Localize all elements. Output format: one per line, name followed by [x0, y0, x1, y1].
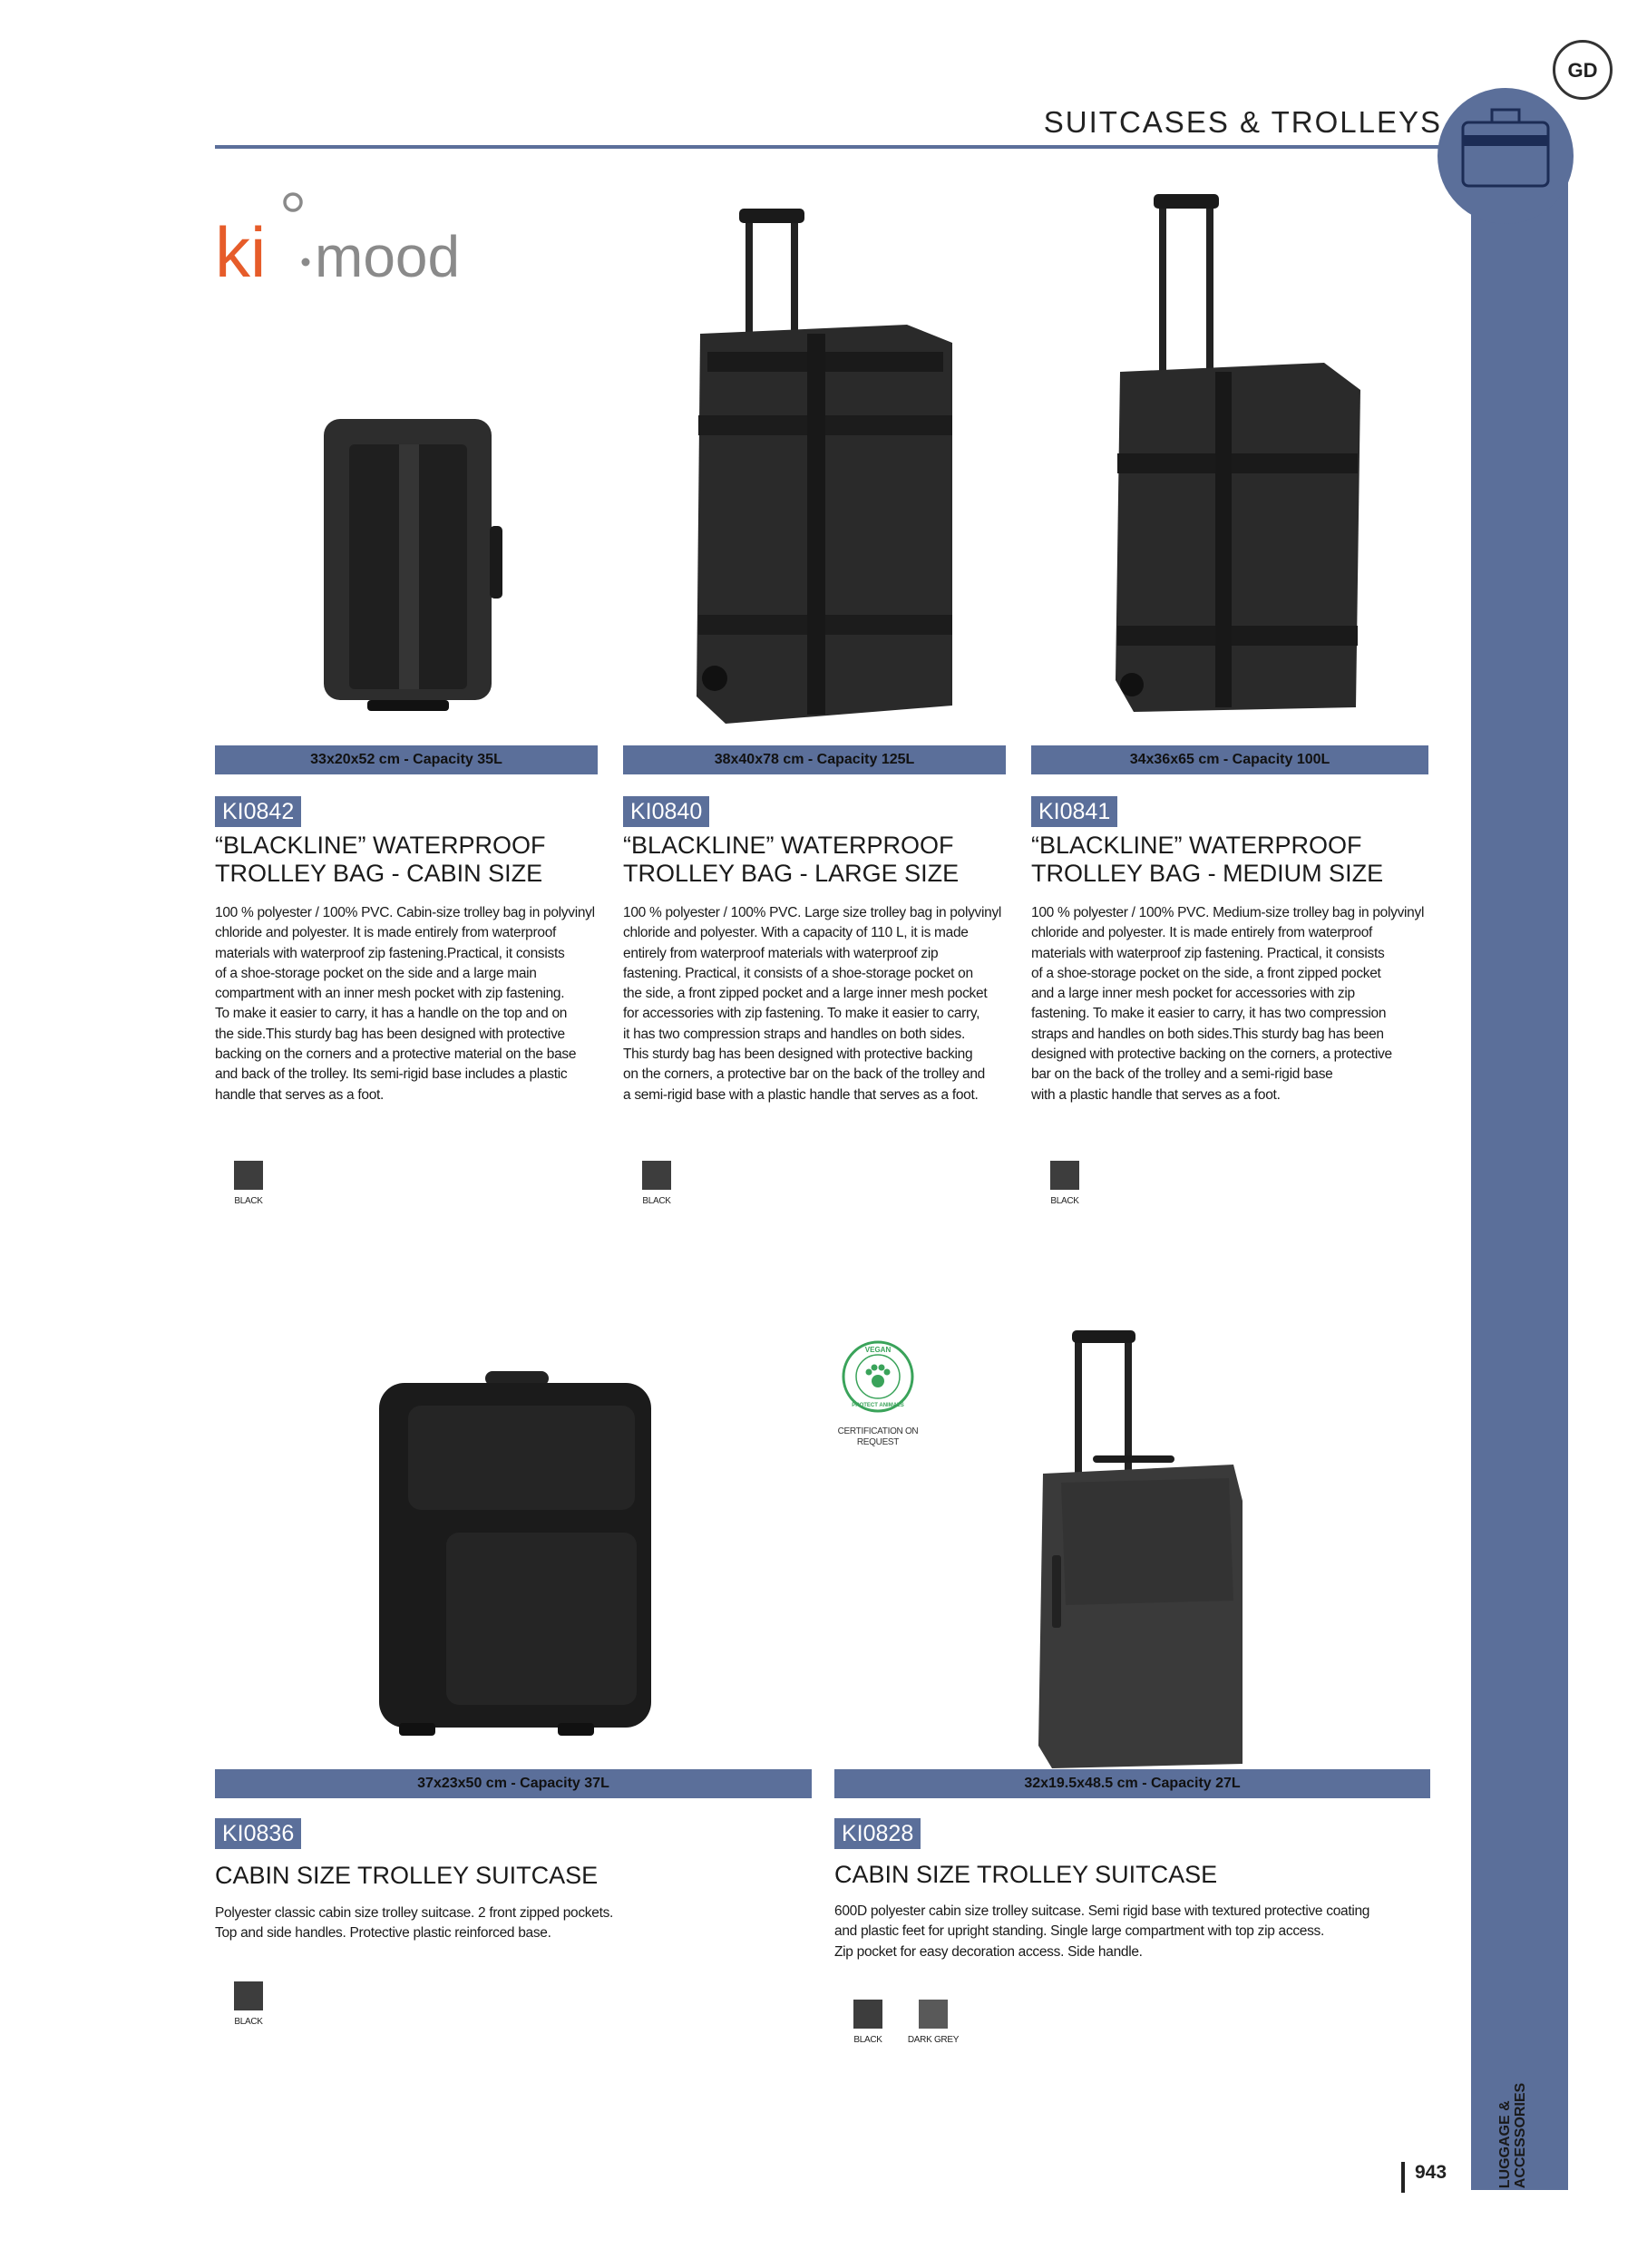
desc-line: handle that serves as a foot.: [215, 1086, 385, 1103]
product-description: [623, 903, 1013, 1105]
desc-line: and a large inner mesh pocket for accessories with zip: [1031, 986, 1355, 1002]
product-image-ki0841: [1097, 190, 1369, 725]
side-label-line1: LUGGAGE &: [1497, 2100, 1513, 2189]
logo-ki-text: ki: [215, 212, 267, 292]
color-swatch-label: BLACK: [234, 2017, 263, 2027]
desc-line: chloride and polyester. It is made entirely from waterproof: [1031, 925, 1373, 941]
product-title-line2: TROLLEY BAG - CABIN SIZE: [215, 860, 543, 887]
product-image-ki0836: [363, 1360, 671, 1741]
vegan-badge-icon: [841, 1339, 915, 1414]
page-separator: [1401, 2162, 1405, 2193]
color-swatch: [853, 2000, 882, 2029]
dimensions-bar: 32x19.5x48.5 cm - Capacity 27L: [834, 1769, 1430, 1798]
color-swatch-label: BLACK: [642, 1196, 671, 1206]
desc-line: 100 % polyester / 100% PVC. Large size trolley bag in polyvinyl: [623, 905, 1002, 920]
category-icon-circle: [1437, 88, 1574, 224]
color-swatch: [234, 1981, 263, 2010]
product-title-line1: CABIN SIZE TROLLEY SUITCASE: [834, 1861, 1218, 1888]
product-sku: KI0828: [834, 1818, 921, 1849]
color-swatch: [919, 2000, 948, 2029]
desc-line: bar on the back of the trolley and a semi-rigid base: [1031, 1066, 1333, 1083]
desc-line: of a shoe-storage pocket on the side and a large main: [215, 965, 537, 981]
desc-line: backing on the corners and a protective material on the base: [215, 1046, 577, 1063]
product-title: [623, 832, 959, 888]
brand-badge-icon: [1553, 40, 1613, 100]
desc-line: and back of the trolley. Its semi-rigid base includes a plastic: [215, 1066, 568, 1083]
vegan-badge-bottom-text: PROTECT ANIMALS: [852, 1403, 904, 1408]
product-title-line2: TROLLEY BAG - MEDIUM SIZE: [1031, 860, 1384, 887]
desc-line: on the corners, a protective bar on the back of the trolley and: [623, 1066, 985, 1083]
product-title-line1: “BLACKLINE” WATERPROOF: [1031, 832, 1362, 859]
product-title: [215, 832, 546, 888]
cert-line1: CERTIFICATION ON: [837, 1426, 919, 1436]
desc-line: straps and handles on both sides.This sturdy bag has been: [1031, 1026, 1384, 1042]
product-title: [215, 1862, 598, 1890]
color-swatch-label: DARK GREY: [907, 2035, 960, 2045]
desc-line: To make it easier to carry, it has a handle on the top and on: [215, 1006, 568, 1022]
desc-line: entirely from waterproof materials with waterproof zip: [623, 945, 939, 961]
page-number: 943: [1415, 2162, 1447, 2183]
color-swatch-label: BLACK: [853, 2035, 882, 2045]
product-title: [1031, 832, 1383, 888]
color-swatch: [1050, 1161, 1079, 1190]
side-label-line2: ACCESSORIES: [1513, 2082, 1528, 2189]
desc-line: fastening. Practical, it consists of a shoe-storage pocket on: [623, 965, 973, 981]
desc-line: with a plastic handle that serves as a foot.: [1031, 1086, 1281, 1103]
product-sku: KI0841: [1031, 796, 1117, 827]
desc-line: chloride and polyester. It is made entirely from waterproof: [215, 925, 557, 941]
cert-line2: REQUEST: [856, 1437, 900, 1447]
product-title-line1: “BLACKLINE” WATERPROOF: [623, 832, 954, 859]
product-title: [834, 1861, 1217, 1889]
product-image-ki0840: [689, 207, 961, 733]
color-swatch-label: BLACK: [1050, 1196, 1079, 1206]
desc-line: Zip pocket for easy decoration access. Side handle.: [834, 1943, 1143, 1960]
side-bar: [1471, 145, 1568, 2190]
desc-line: This sturdy bag has been designed with protective backing: [623, 1046, 973, 1063]
desc-line: the side, a front zipped pocket and a large inner mesh pocket: [623, 986, 988, 1002]
product-sku: KI0842: [215, 796, 301, 827]
product-description: [834, 1902, 1424, 1962]
product-image-ki0828: [1025, 1329, 1261, 1777]
dimensions-bar: 34x36x65 cm - Capacity 100L: [1031, 745, 1428, 774]
product-image-ki0842: [313, 408, 512, 716]
product-sku: KI0840: [623, 796, 709, 827]
bag-icon: [1437, 88, 1574, 224]
desc-line: a semi-rigid base with a plastic handle that serves as a foot.: [623, 1086, 979, 1103]
product-title-line1: “BLACKLINE” WATERPROOF: [215, 832, 546, 859]
dimensions-bar: 37x23x50 cm - Capacity 37L: [215, 1769, 812, 1798]
dimensions-bar: 38x40x78 cm - Capacity 125L: [623, 745, 1006, 774]
kimood-logo: [215, 186, 496, 295]
dimensions-bar: 33x20x52 cm - Capacity 35L: [215, 745, 598, 774]
desc-line: materials with waterproof zip fastening. Practical, it consists: [1031, 945, 1385, 961]
desc-line: materials with waterproof zip fastening.Practical, it consists: [215, 945, 565, 961]
certification-note: [833, 1426, 923, 1448]
desc-line: Top and side handles. Protective plastic reinforced base.: [215, 1925, 551, 1942]
product-description: [1031, 903, 1430, 1105]
product-title-line1: CABIN SIZE TROLLEY SUITCASE: [215, 1862, 599, 1889]
side-category-label: [1493, 2082, 1533, 2189]
desc-line: 100 % polyester / 100% PVC. Medium-size trolley bag in polyvinyl: [1031, 905, 1425, 920]
header-rule: [215, 145, 1485, 149]
product-title-line2: TROLLEY BAG - LARGE SIZE: [623, 860, 960, 887]
desc-line: fastening. To make it easier to carry, it has two compression: [1031, 1006, 1387, 1022]
desc-line: of a shoe-storage pocket on the side, a front zipped pocket: [1031, 965, 1381, 981]
desc-line: it has two compression straps and handles on both sides.: [623, 1026, 965, 1042]
desc-line: 600D polyester cabin size trolley suitcase. Semi rigid base with textured protective coating: [834, 1903, 1370, 1919]
desc-line: chloride and polyester. With a capacity of 110 L, it is made: [623, 925, 969, 941]
desc-line: Polyester classic cabin size trolley suitcase. 2 front zipped pockets.: [215, 1905, 614, 1921]
desc-line: for accessories with zip fastening. To make it easier to carry,: [623, 1006, 980, 1022]
color-swatch-label: BLACK: [234, 1196, 263, 1206]
product-sku: KI0836: [215, 1818, 301, 1849]
section-title: SUITCASES & TROLLEYS: [1043, 105, 1442, 139]
product-description: [215, 903, 605, 1105]
desc-line: the side.This sturdy bag has been designed with protective: [215, 1026, 565, 1042]
vegan-badge-top-text: VEGAN: [864, 1346, 892, 1354]
desc-line: compartment with an inner mesh pocket with zip fastening.: [215, 986, 565, 1002]
desc-line: designed with protective backing on the corners, a protective: [1031, 1046, 1392, 1063]
logo-mood-text: mood: [315, 224, 461, 289]
color-swatch: [642, 1161, 671, 1190]
color-swatch: [234, 1161, 263, 1190]
desc-line: and plastic feet for upright standing. Single large compartment with top zip access.: [834, 1923, 1324, 1940]
desc-line: 100 % polyester / 100% PVC. Cabin-size trolley bag in polyvinyl: [215, 905, 595, 920]
product-description: [215, 1903, 795, 1944]
svg-text:GD: GD: [1567, 59, 1598, 82]
